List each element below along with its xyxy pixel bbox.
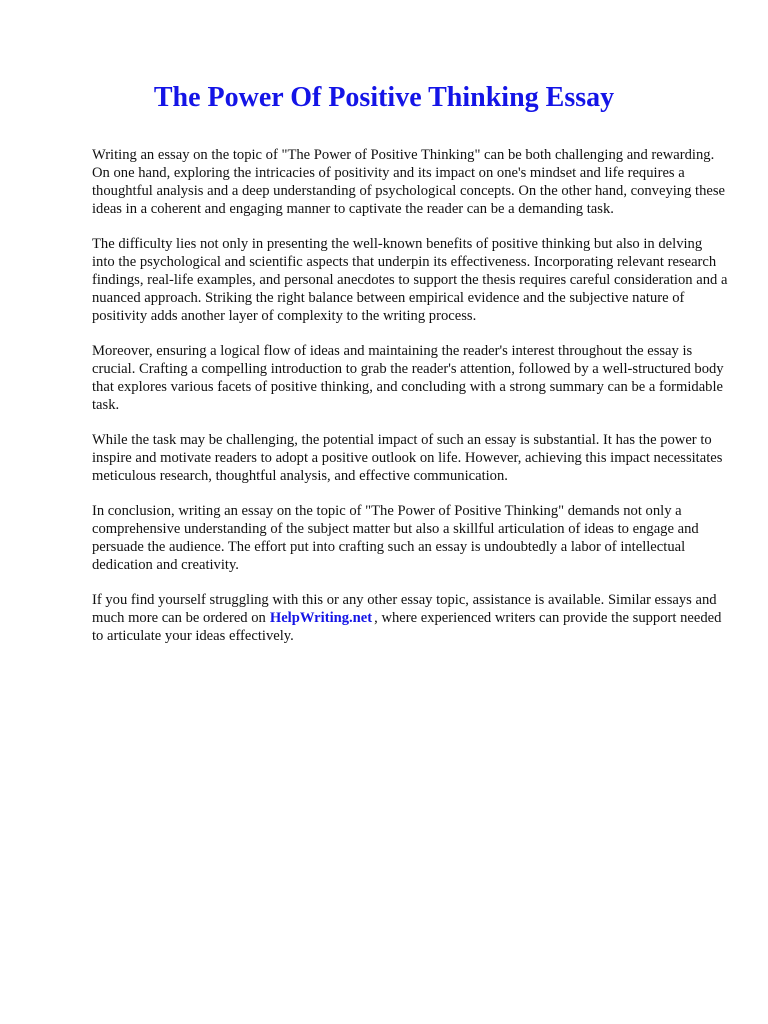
paragraph-1: Writing an essay on the topic of "The Power of Positive Thinking" can be both challenging and rewarding. On one hand, exploring the intricacies of positivity and its impact on one's mindset and life requires a thoughtful analysis and a deep understanding of psychological concepts. On the other hand, conveying these ideas in a coherent and engaging manner to captivate the reader can be a demanding task. [92,147,726,217]
paragraph-5: In conclusion, writing an essay on the topic of "The Power of Positive Thinking" demands not only a comprehensive understanding of the subject matter but also a skillful articulation of ideas to engage and persuade the audience. The effort put into crafting such an essay is undoubtedly a labor of intellectual dedication and creativity. [92,503,699,573]
page-title: The Power Of Positive Thinking Essay [153,82,615,113]
paragraph-6-text-after-link: , where experienced writers can provide the support needed to articulate your ideas effectively. [92,610,722,644]
paragraph-4: While the task may be challenging, the potential impact of such an essay is substantial. It has the power to inspire and motivate readers to adopt a positive outlook on life. However, achieving this impact necessitates meticulous research, thoughtful analysis, and effective communication. [92,432,723,484]
paragraph-6 [92,591,728,645]
helpwriting-link[interactable]: HelpWriting.net [269,610,373,626]
paragraph-3: Moreover, ensuring a logical flow of ideas and maintaining the reader's interest throughout the essay is crucial. Crafting a compelling introduction to grab the reader's attention, followed by a well-structured body that explores various facets of positive thinking, and concluding with a strong summary can be a formidable task. [92,343,724,413]
paragraph-6-text-before-link: If you find yourself struggling with this or any other essay topic, assistance is available. Similar essays and much more can be ordered on [92,592,717,626]
paragraph-2: The difficulty lies not only in presenting the well-known benefits of positive thinking but also in delving into the psychological and scientific aspects that underpin its effectiveness. Incorporating relevant research findings, real-life examples, and personal anecdotes to support the thesis requires careful consideration and a nuanced approach. Striking the right balance between empirical evidence and the subjective nature of positivity adds another layer of complexity to the writing process. [92,236,728,324]
essay-body [92,146,728,662]
